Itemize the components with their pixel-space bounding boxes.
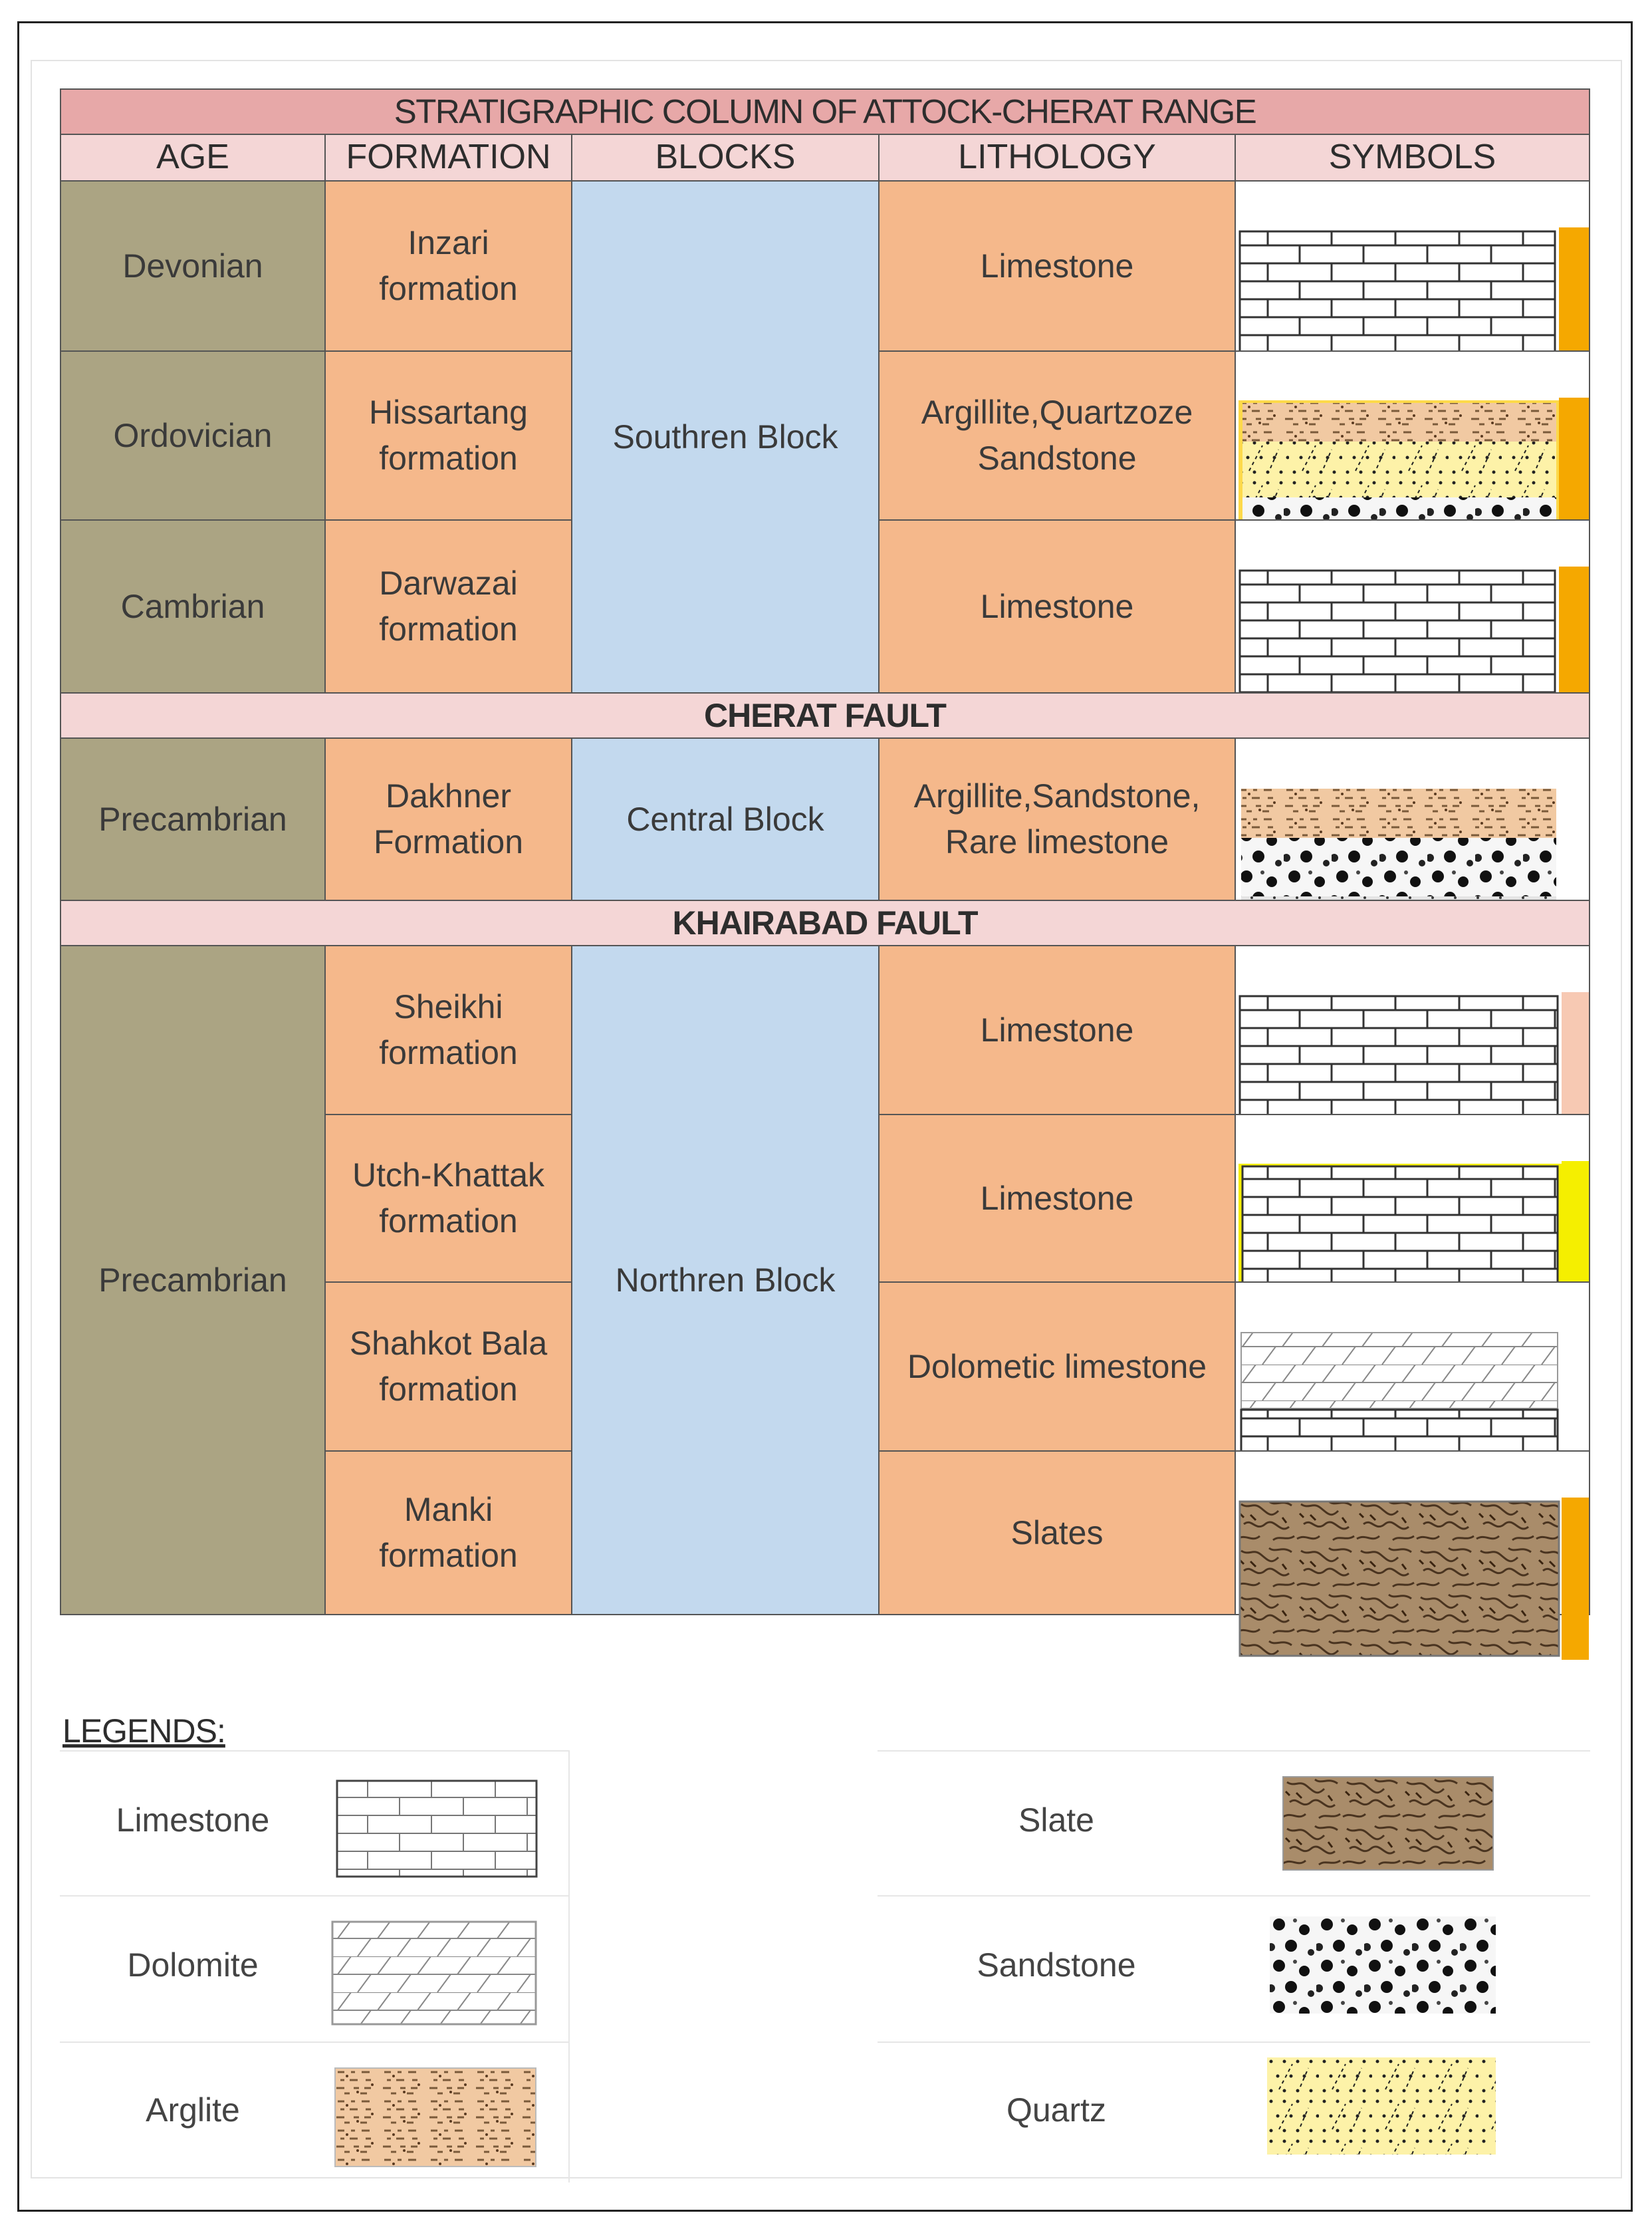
age-ordovician: Ordovician [60,350,326,521]
age-precambrian-northern: Precambrian [60,945,326,1615]
lithology-shahkot-bala: Dolometic limestone [878,1281,1236,1452]
formation-manki: Manki formation [324,1450,572,1615]
symbol-limestone-darwazai [1235,519,1590,694]
header-blocks: BLOCKS [571,134,880,182]
legend-symbol-limestone [336,1779,538,1881]
lithology-sheikhi: Limestone [878,945,1236,1115]
lithology-manki: Slates [878,1450,1236,1615]
block-central: Central Block [571,737,880,901]
symbol-argillite-sandstone-limestone [1235,737,1590,901]
block-northern: Northren Block [571,945,880,1615]
symbol-limestone-utch-khattak [1235,1114,1590,1283]
block-southern: Southren Block [571,180,880,694]
formation-sheikhi: Sheikhi formation [324,945,572,1115]
lithology-dakhner: Argillite,Sandstone, Rare limestone [878,737,1236,901]
symbol-slate-manki [1235,1450,1590,1615]
header-age: AGE [60,134,326,182]
age-devonian: Devonian [60,180,326,352]
lithology-hissartang: Argillite,Quartzoze Sandstone [878,350,1236,521]
legend-symbol-dolomite [331,1920,537,2029]
legend-label-sandstone: Sandstone [977,1946,1136,1984]
symbol-dolomite-limestone [1235,1281,1590,1452]
formation-shahkot-bala: Shahkot Bala formation [324,1281,572,1452]
legend-symbol-slate [1282,1775,1494,1875]
lithology-darwazai: Limestone [878,519,1236,694]
symbol-limestone-sheikhi [1235,945,1590,1115]
legend-row-divider [60,1895,568,1897]
formation-dakhner: Dakhner Formation [324,737,572,901]
symbol-argillite-quartz-sandstone [1235,350,1590,521]
legend-symbol-quartz [1266,2056,1497,2159]
legend-label-quartz: Quartz [1006,2091,1107,2129]
legend-row-divider [878,2041,1590,2043]
legend-row-divider [60,2041,568,2043]
header-symbols: SYMBOLS [1235,134,1590,182]
legend-row-divider [878,1750,1590,1752]
legend-symbol-sandstone [1268,1915,1497,2018]
header-formation: FORMATION [324,134,572,182]
legend-label-limestone: Limestone [116,1801,270,1839]
formation-hissartang: Hissartang formation [324,350,572,521]
formation-utch-khattak: Utch-Khattak formation [324,1114,572,1283]
age-cambrian: Cambrian [60,519,326,694]
legend-label-slate: Slate [1018,1801,1094,1839]
legend-column-divider [568,1750,570,2182]
lithology-utch-khattak: Limestone [878,1114,1236,1283]
cherat-fault: CHERAT FAULT [60,692,1590,739]
formation-darwazai: Darwazai formation [324,519,572,694]
legend-row-divider [878,1895,1590,1897]
table-title: STRATIGRAPHIC COLUMN OF ATTOCK-CHERAT RANGE [60,88,1590,135]
legend-title: LEGENDS: [62,1712,225,1750]
legend-label-dolomite: Dolomite [127,1946,259,1984]
age-strip [1562,1498,1589,1660]
header-lithology: LITHOLOGY [878,134,1236,182]
lithology-inzari: Limestone [878,180,1236,352]
legend-row-divider [60,1750,568,1752]
khairabad-fault: KHAIRABAD FAULT [60,900,1590,946]
symbol-limestone-inzari [1235,180,1590,352]
formation-inzari: Inzari formation [324,180,572,352]
age-precambrian-central: Precambrian [60,737,326,901]
legend-symbol-argillite [334,2067,537,2171]
legend-label-argillite: Arglite [146,2091,240,2129]
